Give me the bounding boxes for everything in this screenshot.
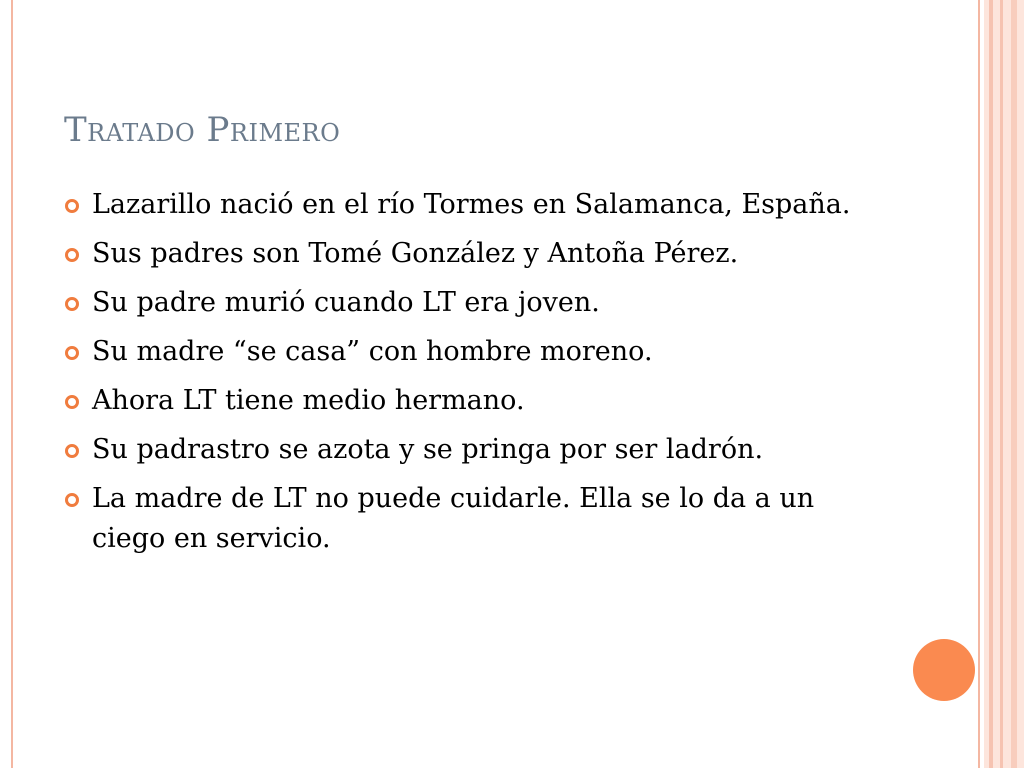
- bullet-circle-icon: [65, 444, 79, 458]
- bullet-circle-icon: [65, 493, 79, 507]
- frame-right-stripe: [1011, 0, 1017, 768]
- bullet-list: [62, 185, 882, 568]
- bullet-text: Sus padres son Tomé González y Antoña Pérez.: [92, 238, 739, 269]
- frame-left-line: [11, 0, 13, 768]
- bullet-item: [62, 283, 882, 323]
- bullet-item: [62, 332, 882, 372]
- slide-title: Tratado Primero: [64, 110, 341, 150]
- frame-right-line: [978, 0, 980, 768]
- bullet-item: [62, 479, 882, 559]
- bullet-item: [62, 185, 882, 225]
- frame-right-stripe: [1000, 0, 1003, 768]
- bullet-item: [62, 234, 882, 274]
- bullet-text: La madre de LT no puede cuidarle. Ella se lo da a un ciego en servicio.: [92, 483, 815, 554]
- bullet-text: Lazarillo nació en el río Tormes en Salamanca, España.: [92, 189, 851, 220]
- bullet-circle-icon: [65, 346, 79, 360]
- bullet-circle-icon: [65, 248, 79, 262]
- bullet-item: [62, 381, 882, 421]
- bullet-circle-icon: [65, 297, 79, 311]
- bullet-text: Su padrastro se azota y se pringa por ser ladrón.: [92, 434, 764, 465]
- bullet-circle-icon: [65, 395, 79, 409]
- frame-right-stripe: [989, 0, 993, 768]
- bullet-text: Su madre “se casa” con hombre moreno.: [92, 336, 653, 367]
- bullet-text: Ahora LT tiene medio hermano.: [92, 385, 525, 416]
- bullet-circle-icon: [65, 199, 79, 213]
- decorative-circle: [913, 639, 975, 701]
- bullet-text: Su padre murió cuando LT era joven.: [92, 287, 600, 318]
- bullet-item: [62, 430, 882, 470]
